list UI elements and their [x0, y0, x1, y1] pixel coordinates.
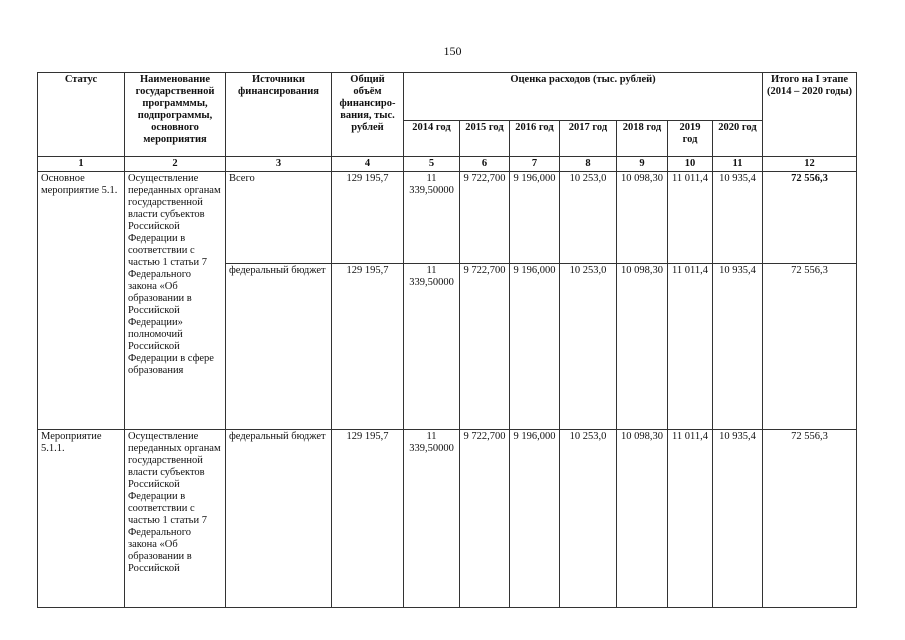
header-stage-total: Итого на I этапе (2014 – 2020 годы)	[763, 73, 857, 157]
header-year-2016: 2016 год	[510, 121, 560, 157]
table-row	[38, 172, 857, 264]
header-year-2019: 2019 год	[668, 121, 713, 157]
year-2017-cell: 10 253,0	[560, 430, 617, 608]
header-name: Наименование государственной программмы, подпрограммы, основного мероприятия	[125, 73, 226, 157]
year-2017-cell: 10 253,0	[560, 264, 617, 430]
col-number: 9	[617, 157, 668, 172]
expenditure-table	[37, 72, 857, 608]
col-number: 3	[226, 157, 332, 172]
year-2015-cell: 9 722,700	[460, 172, 510, 264]
year-2015-cell: 9 722,700	[460, 264, 510, 430]
year-2020-cell: 10 935,4	[713, 430, 763, 608]
year-2019-cell: 11 011,4	[668, 172, 713, 264]
status-cell: Основное мероприятие 5.1.	[38, 172, 125, 430]
header-estimate: Оценка расходов (тыс. рублей)	[404, 73, 763, 121]
name-cell: Осуществление переданных органам государственной власти субъектов Российской Федерации в соответствии с частью 1 статьи 7 Федерального закона «Об образовании в Российской	[125, 430, 226, 608]
col-number: 8	[560, 157, 617, 172]
year-2018-cell: 10 098,30	[617, 430, 668, 608]
year-2018-cell: 10 098,30	[617, 264, 668, 430]
stage-total-cell: 72 556,3	[763, 430, 857, 608]
year-2020-cell: 10 935,4	[713, 172, 763, 264]
year-2016-cell: 9 196,000	[510, 430, 560, 608]
col-number: 12	[763, 157, 857, 172]
col-number: 4	[332, 157, 404, 172]
table-row	[38, 430, 857, 608]
stage-total-cell: 72 556,3	[763, 264, 857, 430]
header-year-2014: 2014 год	[404, 121, 460, 157]
year-2020-cell: 10 935,4	[713, 264, 763, 430]
total-cell: 129 195,7	[332, 172, 404, 264]
col-number: 7	[510, 157, 560, 172]
col-number: 11	[713, 157, 763, 172]
year-2019-cell: 11 011,4	[668, 264, 713, 430]
year-2018-cell: 10 098,30	[617, 172, 668, 264]
year-2014-cell: 11 339,50000	[404, 172, 460, 264]
name-cell: Осуществление переданных органам государственной власти субъектов Российской Федерации в соответствии с частью 1 статьи 7 Федерального закона «Об образовании в Российской Федерации» полномочий Российской Федерации в сфере образования	[125, 172, 226, 430]
source-cell: Всего	[226, 172, 332, 264]
header-status: Статус	[38, 73, 125, 157]
col-number: 10	[668, 157, 713, 172]
year-2016-cell: 9 196,000	[510, 172, 560, 264]
header-total: Общий объём финансиро-вания, тыс. рублей	[332, 73, 404, 157]
col-number: 2	[125, 157, 226, 172]
source-cell: федеральный бюджет	[226, 430, 332, 608]
header-sources: Источники финансирования	[226, 73, 332, 157]
year-2016-cell: 9 196,000	[510, 264, 560, 430]
year-2014-cell: 11 339,50000	[404, 264, 460, 430]
stage-total-cell: 72 556,3	[763, 172, 857, 264]
status-cell: Мероприятие 5.1.1.	[38, 430, 125, 608]
header-year-2018: 2018 год	[617, 121, 668, 157]
col-number: 1	[38, 157, 125, 172]
page-number: 150	[443, 44, 462, 58]
col-number: 6	[460, 157, 510, 172]
total-cell: 129 195,7	[332, 430, 404, 608]
source-cell: федеральный бюджет	[226, 264, 332, 430]
total-cell: 129 195,7	[332, 264, 404, 430]
year-2019-cell: 11 011,4	[668, 430, 713, 608]
header-year-2020: 2020 год	[713, 121, 763, 157]
header-year-2017: 2017 год	[560, 121, 617, 157]
year-2014-cell: 11 339,50000	[404, 430, 460, 608]
year-2015-cell: 9 722,700	[460, 430, 510, 608]
col-number: 5	[404, 157, 460, 172]
header-year-2015: 2015 год	[460, 121, 510, 157]
year-2017-cell: 10 253,0	[560, 172, 617, 264]
